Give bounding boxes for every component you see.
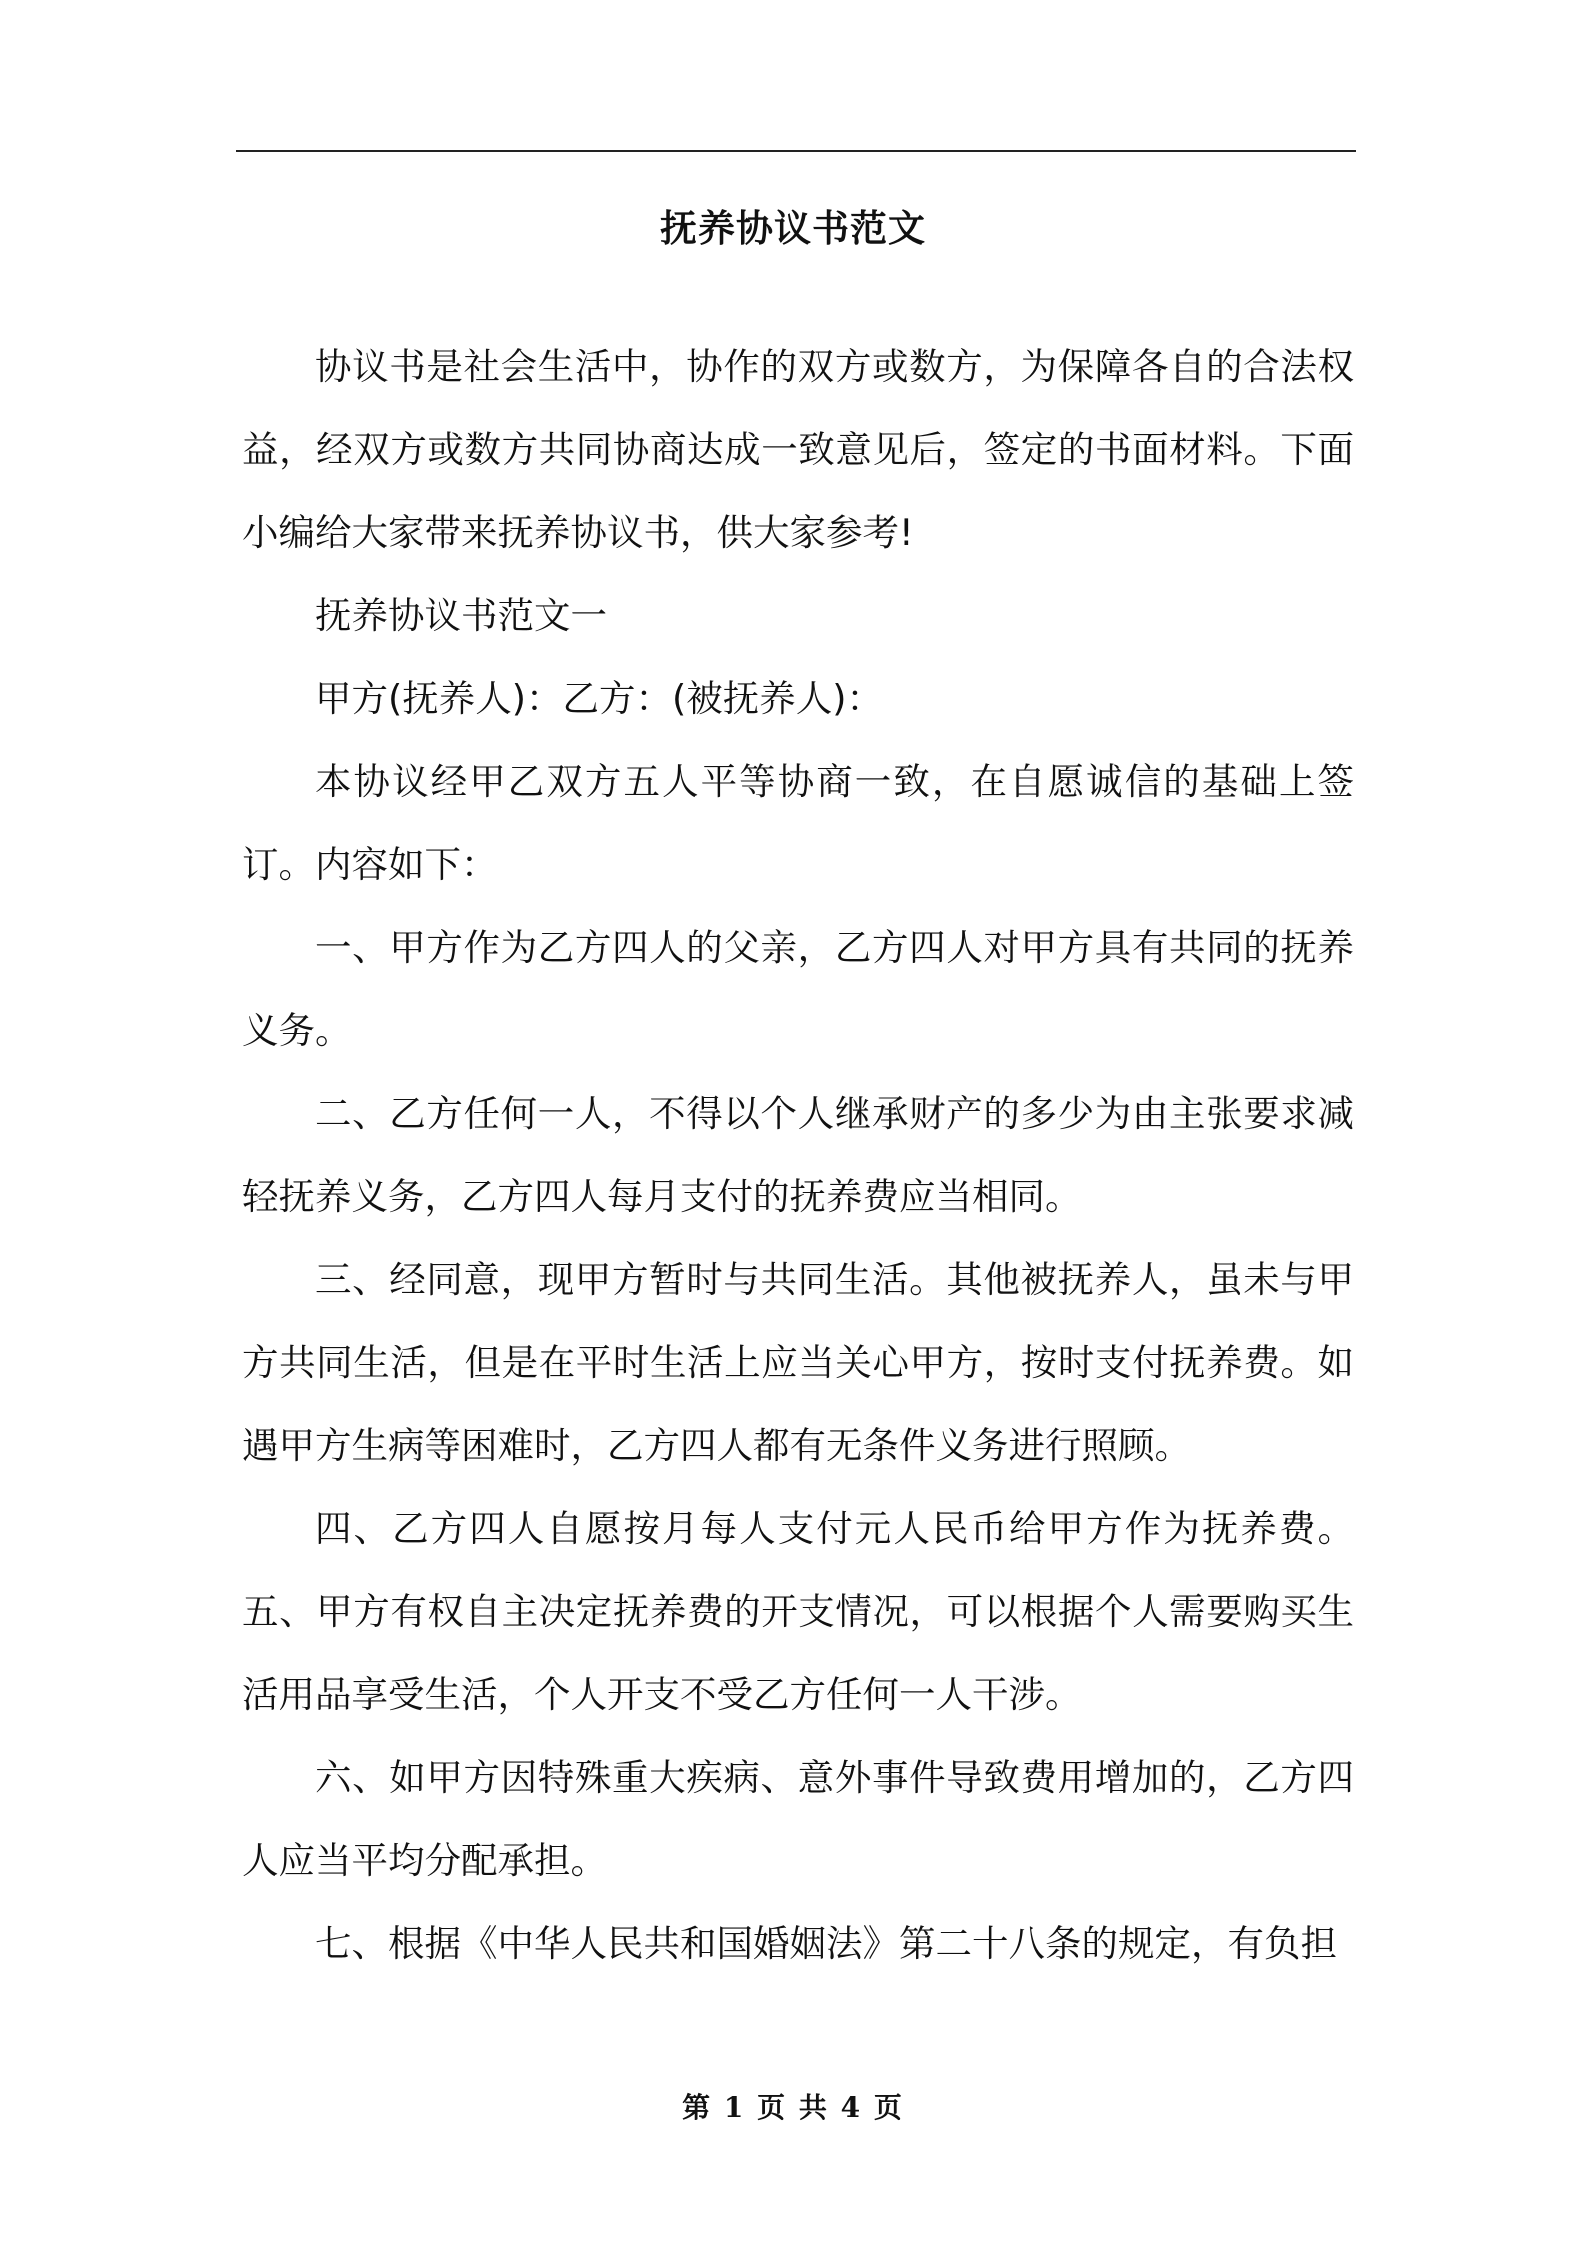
paragraph-intro: 协议书是社会生活中，协作的双方或数方，为保障各自的合法权益，经双方或数方共同协商达成一致意见后，签定的书面材料。下面小编给大家带来抚养协议书，供大家参考!	[242, 345, 1354, 554]
document-body	[242, 325, 1354, 1985]
page-number-label: 第 1 页 共 4 页	[682, 2091, 904, 2124]
page-footer	[0, 2088, 1586, 2128]
header-rule	[236, 150, 1356, 152]
document-title: 抚养协议书范文	[660, 207, 926, 250]
paragraph-clause-1: 一、甲方作为乙方四人的父亲，乙方四人对甲方具有共同的抚养义务。	[242, 926, 1354, 1052]
paragraph-clause-3: 三、经同意，现甲方暂时与共同生活。其他被抚养人，虽未与甲方共同生活，但是在平时生活上应当关心甲方，按时支付抚养费。如遇甲方生病等困难时，乙方四人都有无条件义务进行照顾。	[242, 1258, 1354, 1467]
paragraph-clause-4-5: 四、乙方四人自愿按月每人支付元人民币给甲方作为抚养费。五、甲方有权自主决定抚养费的开支情况，可以根据个人需要购买生活用品享受生活，个人开支不受乙方任何一人干涉。	[242, 1507, 1354, 1716]
paragraph-subtitle: 抚养协议书范文一	[315, 594, 607, 637]
paragraph-clause-6: 六、如甲方因特殊重大疾病、意外事件导致费用增加的，乙方四人应当平均分配承担。	[242, 1756, 1354, 1882]
paragraph-parties: 甲方(抚养人)：乙方：(被抚养人)：	[315, 677, 883, 720]
paragraph-preamble: 本协议经甲乙双方五人平等协商一致，在自愿诚信的基础上签订。内容如下：	[242, 760, 1354, 886]
paragraph-clause-2: 二、乙方任何一人，不得以个人继承财产的多少为由主张要求减轻抚养义务，乙方四人每月支付的抚养费应当相同。	[242, 1092, 1354, 1218]
paragraph-clause-7: 七、根据《中华人民共和国婚姻法》第二十八条的规定，有负担	[315, 1922, 1337, 1965]
